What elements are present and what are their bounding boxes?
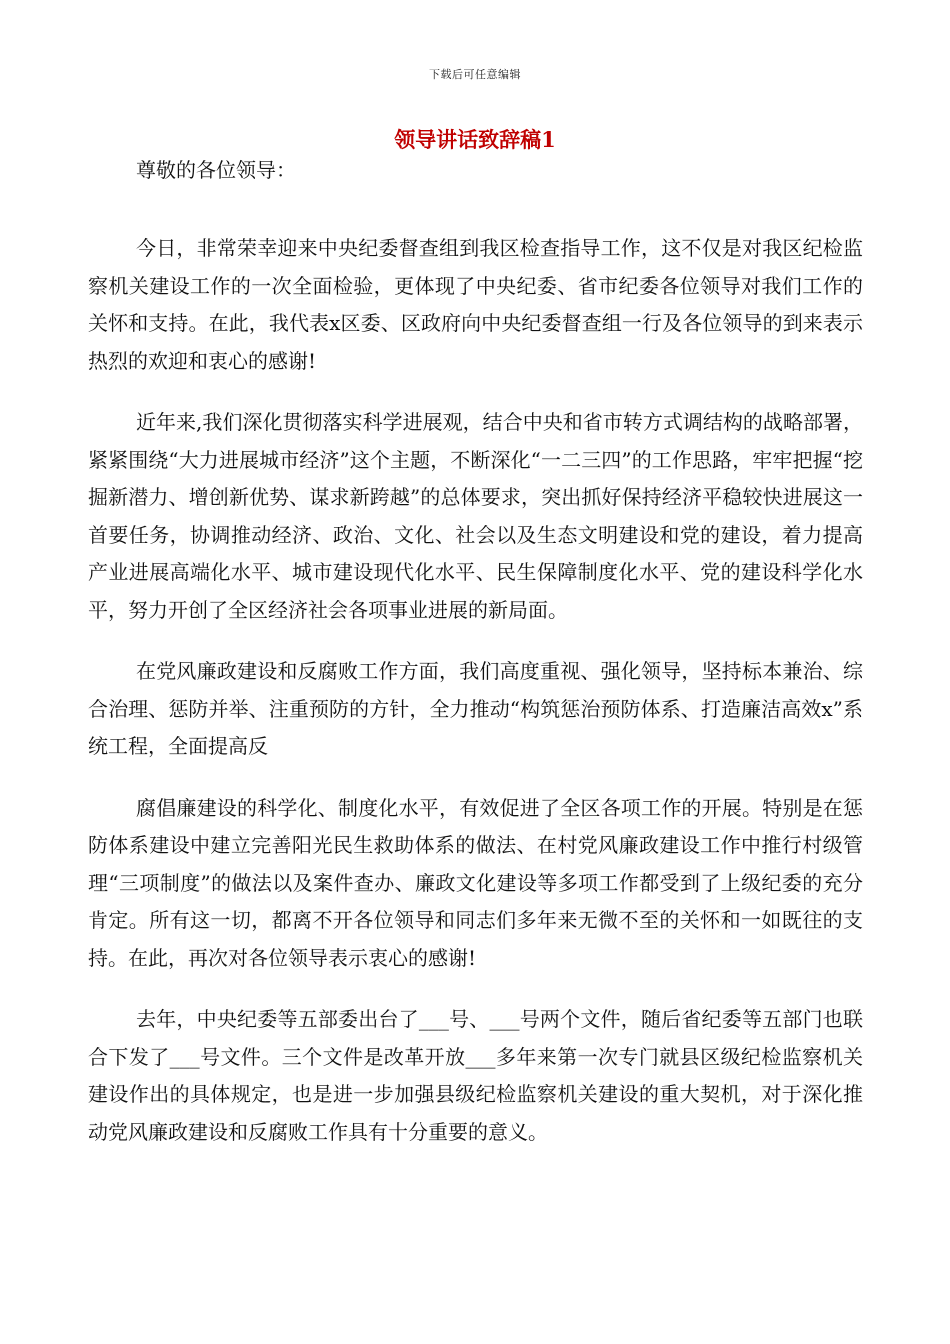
document-title: 领导讲话致辞稿1: [394, 127, 556, 152]
page-header-note: 下载后可任意编辑: [429, 68, 521, 81]
paragraph-welcome: 今日，非常荣幸迎来中央纪委督查组到我区检查指导工作，这不仅是对我区纪检监察机关建设工作的一次全面检验，更体现了中央纪委、省市纪委各位领导对我们工作的关怀和支持。在此，我代表x区委、区政府向中央纪委督查组一行及各位领导的到来表示热烈的欢迎和衷心的感谢!: [88, 236, 863, 373]
salutation: 尊敬的各位领导：: [136, 158, 296, 182]
paragraph-documents: 去年，中央纪委等五部委出台了___号、___号两个文件，随后省纪委等五部门也联合下发了___号文件。三个文件是改革开放___多年来第一次专门就县区级纪检监察机关建设作出的具体规定，也是进一步加强县级纪检监察机关建设的重大契机，对于深化推动党风廉政建设和反腐败工作具有十分重要的意义。: [88, 1007, 863, 1144]
paragraph-achievements: 腐倡廉建设的科学化、制度化水平，有效促进了全区各项工作的开展。特别是在惩防体系建设中建立完善阳光民生救助体系的做法、在村党风廉政建设工作中推行村级管理“三项制度”的做法以及案件查办、廉政文化建设等多项工作都受到了上级纪委的充分肯定。所有这一切，都离不开各位领导和同志们多年来无微不至的关怀和一如既往的支持。在此，再次对各位领导表示衷心的感谢!: [88, 795, 863, 970]
paragraph-anti-corruption: 在党风廉政建设和反腐败工作方面，我们高度重视、强化领导，坚持标本兼治、综合治理、惩防并举、注重预防的方针，全力推动“构筑惩治预防体系、打造廉洁高效x”系统工程，全面提高反: [88, 659, 863, 758]
paragraph-development: 近年来,我们深化贯彻落实科学进展观，结合中央和省市转方式调结构的战略部署，紧紧围绕“大力进展城市经济”这个主题，不断深化“一二三四”的工作思路，牢牢把握“挖掘新潜力、增创新优势、谋求新跨越”的总体要求，突出抓好保持经济平稳较快进展这一首要任务，协调推动经济、政治、文化、社会以及生态文明建设和党的建设，着力提高产业进展高端化水平、城市建设现代化水平、民生保障制度化水平、党的建设科学化水平，努力开创了全区经济社会各项事业进展的新局面。: [88, 410, 863, 622]
document-body: [88, 230, 863, 1175]
